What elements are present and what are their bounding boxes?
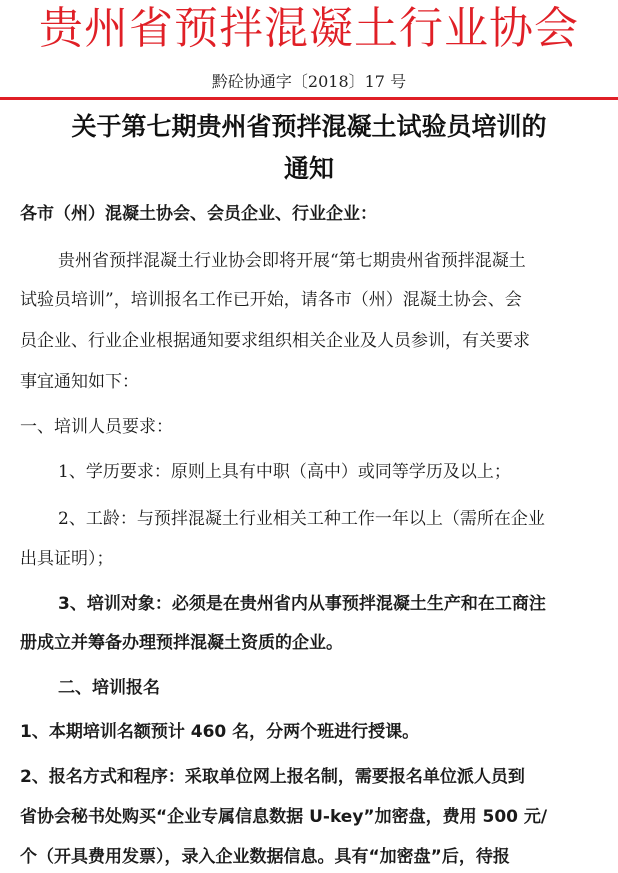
document-number: 黔砼协通字〔2018〕17 号 <box>211 72 407 91</box>
section-2-item-1: 1、本期培训名额预计 460 名，分两个班进行授课。 <box>20 722 420 742</box>
section-1-item-2-line-1: 2、工龄：与预拌混凝土行业相关工种工作一年以上（需所在企业 <box>58 509 545 529</box>
notice-title-line-2: 通知 <box>283 154 334 183</box>
organization-title: 贵州省预拌混凝土行业协会 <box>39 3 579 54</box>
intro-line-3: 员企业、行业企业根据通知要求组织相关企业及人员参训，有关要求 <box>20 331 530 351</box>
section-2-heading: 二、培训报名 <box>58 678 160 698</box>
section-1-item-1: 1、学历要求：原则上具有中职（高中）或同等学历及以上； <box>58 462 511 482</box>
section-1-item-3-line-1: 3、培训对象：必须是在贵州省内从事预拌混凝土生产和在工商注 <box>58 594 546 614</box>
section-2-item-2-line-3: 个（开具费用发票），录入企业数据信息。具有“加密盘”后，待报 <box>20 847 510 867</box>
section-1-item-2-line-2: 出具证明）； <box>20 549 114 569</box>
section-1-item-3-line-2: 册成立并筹备办理预拌混凝土资质的企业。 <box>20 633 343 653</box>
section-2-item-2-line-2: 省协会秘书处购买“企业专属信息数据 U-key”加密盘，费用 500 元/ <box>20 807 548 827</box>
notice-title-line-1: 关于第七期贵州省预拌混凝土试验员培训的 <box>71 112 547 141</box>
red-divider-line <box>0 97 618 100</box>
intro-line-2: 试验员培训”，培训报名工作已开始，请各市（州）混凝土协会、会 <box>20 290 522 310</box>
section-2-item-2-line-1: 2、报名方式和程序：采取单位网上报名制，需要报名单位派人员到 <box>20 767 525 787</box>
addressee: 各市（州）混凝土协会、会员企业、行业企业： <box>20 204 377 224</box>
intro-line-1: 贵州省预拌混凝土行业协会即将开展“第七期贵州省预拌混凝土 <box>58 251 526 271</box>
section-1-heading: 一、培训人员要求： <box>20 417 173 437</box>
intro-line-4: 事宜通知如下： <box>20 372 139 392</box>
